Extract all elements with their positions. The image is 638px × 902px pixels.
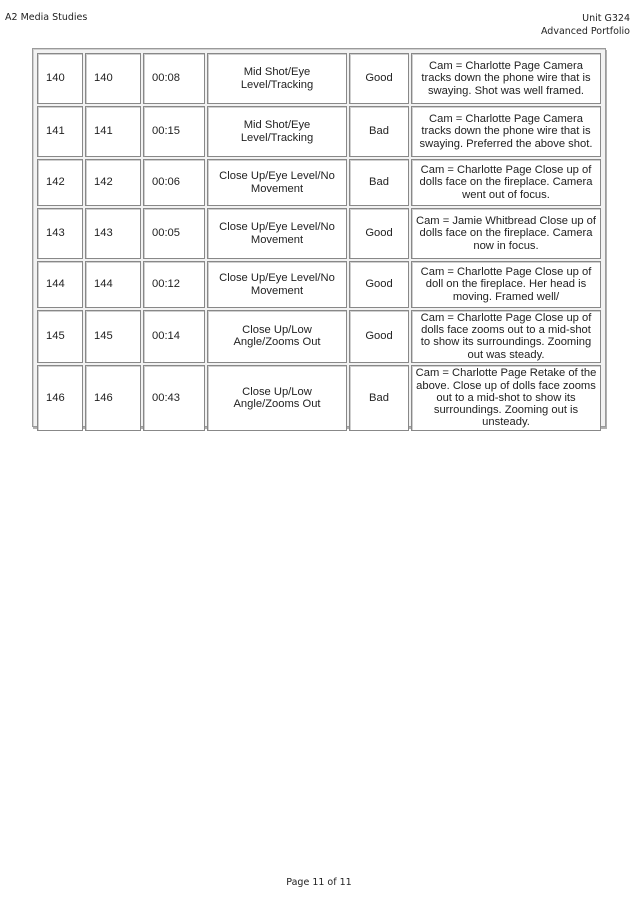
take-number-cell: 143 — [85, 208, 141, 259]
rating-cell: Good — [349, 208, 409, 259]
shot-number-cell: 142 — [37, 159, 83, 206]
shot-number-cell: 146 — [37, 365, 83, 431]
take-number-cell: 140 — [85, 53, 141, 104]
notes-cell: Cam = Charlotte Page Camera tracks down the phone wire that is swaying. Shot was well framed. — [411, 53, 601, 104]
table-row — [37, 159, 601, 206]
header-unit-code: Unit G324 — [582, 13, 630, 24]
notes-cell: Cam = Charlotte Page Camera tracks down the phone wire that is swaying. Preferred the above shot. — [411, 106, 601, 157]
shot-log-table — [32, 48, 606, 427]
table-row — [37, 106, 601, 157]
table-row — [37, 365, 601, 431]
take-number-cell: 145 — [85, 310, 141, 363]
shot-type-cell: Close Up/Eye Level/No Movement — [207, 159, 347, 206]
shot-type-cell: Close Up/Low Angle/Zooms Out — [207, 365, 347, 431]
rating-cell: Good — [349, 53, 409, 104]
shot-log-grid — [35, 51, 603, 433]
shot-type-cell: Mid Shot/Eye Level/Tracking — [207, 106, 347, 157]
shot-number-cell: 145 — [37, 310, 83, 363]
notes-cell: Cam = Jamie Whitbread Close up of dolls face on the fireplace. Camera now in focus. — [411, 208, 601, 259]
table-row — [37, 310, 601, 363]
rating-cell: Bad — [349, 159, 409, 206]
duration-cell: 00:12 — [143, 261, 205, 308]
header-portfolio-title: Advanced Portfolio — [540, 26, 630, 37]
shot-number-cell: 143 — [37, 208, 83, 259]
header-unit-info — [541, 12, 630, 38]
shot-type-cell: Mid Shot/Eye Level/Tracking — [207, 53, 347, 104]
duration-cell: 00:14 — [143, 310, 205, 363]
shot-type-cell: Close Up/Eye Level/No Movement — [207, 208, 347, 259]
take-number-cell: 142 — [85, 159, 141, 206]
table-row — [37, 208, 601, 259]
duration-cell: 00:05 — [143, 208, 205, 259]
shot-number-cell: 141 — [37, 106, 83, 157]
shot-number-cell: 140 — [37, 53, 83, 104]
duration-cell: 00:43 — [143, 365, 205, 431]
rating-cell: Good — [349, 261, 409, 308]
notes-cell: Cam = Charlotte Page Retake of the above. Close up of dolls face zooms out to a mid-shot to show its surroundings. Zooming out is unsteady. — [411, 365, 601, 431]
table-row — [37, 261, 601, 308]
notes-cell: Cam = Charlotte Page Close up of doll on the fireplace. Her head is moving. Framed well/ — [411, 261, 601, 308]
duration-cell: 00:08 — [143, 53, 205, 104]
notes-cell: Cam = Charlotte Page Close up of dolls face on the fireplace. Camera went out of focus. — [411, 159, 601, 206]
rating-cell: Bad — [349, 106, 409, 157]
rating-cell: Good — [349, 310, 409, 363]
header-course-title: A2 Media Studies — [5, 12, 88, 23]
duration-cell: 00:06 — [143, 159, 205, 206]
take-number-cell: 146 — [85, 365, 141, 431]
page-number: Page 11 of 11 — [286, 877, 352, 888]
take-number-cell: 144 — [85, 261, 141, 308]
shot-number-cell: 144 — [37, 261, 83, 308]
shot-type-cell: Close Up/Eye Level/No Movement — [207, 261, 347, 308]
duration-cell: 00:15 — [143, 106, 205, 157]
rating-cell: Bad — [349, 365, 409, 431]
notes-cell: Cam = Charlotte Page Close up of dolls face zooms out to a mid-shot to show its surroundings. Zooming out was steady. — [411, 310, 601, 363]
table-row — [37, 53, 601, 104]
take-number-cell: 141 — [85, 106, 141, 157]
shot-type-cell: Close Up/Low Angle/Zooms Out — [207, 310, 347, 363]
